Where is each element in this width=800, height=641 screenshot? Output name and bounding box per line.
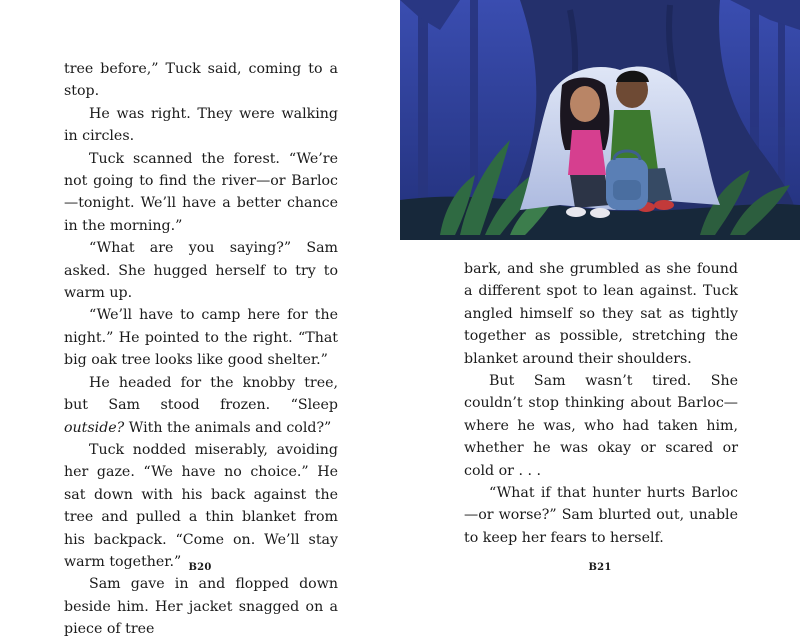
right-page <box>400 0 800 600</box>
right-page-text <box>464 258 738 549</box>
paragraph-6-after: With the animals and cold?” <box>124 419 332 436</box>
left-paragraph-1: tree before,” Tuck said, coming to a stop. <box>64 61 338 100</box>
page-number-left: B20 <box>188 562 212 573</box>
paragraph-6-before: He headed for the knobby tree, but Sam stood frozen. “Sleep <box>64 374 338 414</box>
right-paragraph-2: But Sam wasn’t tired. She couldn’t stop thinking about Barloc—where he was, who had taken him, whether he was okay or scared or cold or . . . <box>464 373 738 479</box>
left-paragraph-8: Sam gave in and flopped down beside him. Her jacket snagged on a piece of tree <box>64 576 338 638</box>
left-paragraph-3: Tuck scanned the forest. “We’re not going to find the river—or Barloc—tonight. We’ll have a better chance in the morning.” <box>64 150 338 234</box>
left-paragraph-4: “What are you saying?” Sam asked. She hugged herself to try to warm up. <box>64 240 338 302</box>
left-paragraph-7: Tuck nodded miserably, avoiding her gaze. “We have no choice.” He sat down with his back against the tree and pulled a thin blanket from his backpack. “Come on. We’ll stay warm together.” <box>64 441 338 570</box>
left-paragraph-6 <box>64 372 338 439</box>
page-number-right: B21 <box>588 562 612 573</box>
illustration <box>400 0 800 240</box>
left-paragraph-2: He was right. They were walking in circles. <box>64 105 338 145</box>
left-page <box>0 0 400 638</box>
backpack-icon <box>606 151 648 210</box>
left-paragraph-5: “We’ll have to camp here for the night.” He pointed to the right. “That big oak tree looks like good shelter.” <box>64 307 338 369</box>
forest-night-scene <box>400 0 800 240</box>
emphasis-outside: outside? <box>64 419 125 436</box>
right-paragraph-3: “What if that hunter hurts Barloc—or worse?” Sam blurted out, unable to keep her fears to herself. <box>464 485 738 546</box>
left-page-text <box>64 58 338 641</box>
right-paragraph-1: bark, and she grumbled as she found a different spot to lean against. Tuck angled himself so they sat as tightly together as possible, stretching the blanket around their shoulders. <box>464 261 738 367</box>
